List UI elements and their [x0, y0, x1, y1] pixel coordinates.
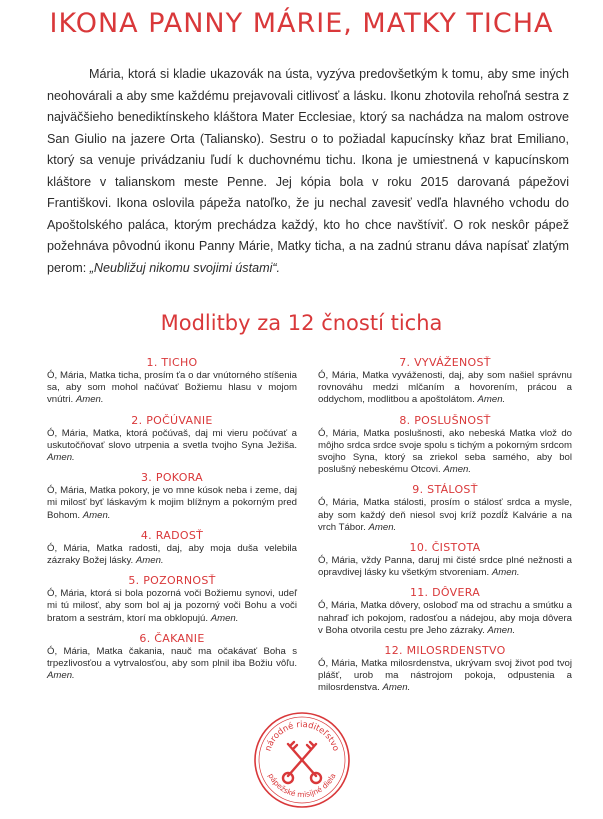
virtue-prayer-text: Ó, Mária, Matka vyváženosti, daj, aby som našiel správnu rovnováhu medzi mlčaním a hovorením, prácou a oddychom, modlitbou a apoštolátom.	[318, 370, 572, 406]
virtue-title: 2. POČÚVANIE	[131, 413, 213, 427]
virtue-prayer	[318, 497, 572, 534]
virtue-prayer	[318, 658, 572, 695]
virtue-prayer-text: Ó, Mária, Matka poslušnosti, ako nebeská Matka vlož do môjho srdca srdce svoje spolu s tichým a pokorným srdcom svojho Syna, ktorý sa zriekol seba samého, aby bol poslušný nebeskému Otcovi.	[318, 427, 572, 476]
virtue-title: 3. POKORA	[141, 471, 203, 485]
virtue-item	[47, 356, 297, 407]
virtue-title: 1. TICHO	[146, 356, 198, 369]
virtue-title: 11. DÔVERA	[409, 586, 481, 600]
virtue-amen: Amen.	[382, 682, 411, 694]
virtues-right-column	[318, 356, 572, 702]
virtue-item	[318, 644, 572, 695]
virtue-prayer-text: Ó, Mária, Matka dôvery, osloboď ma od strachu a smútku a nahraď ich pokojom, radosťou a nádejou, aby moja dôvera v Boha otvorila cestu pre Jeho zázraky.	[318, 600, 572, 636]
page-title: IKONA PANNY MÁRIE, MATKY TICHA	[49, 8, 554, 39]
virtue-prayer	[47, 370, 297, 407]
virtue-prayer-text: Ó, Mária, Matka pokory, je vo mne kúsok neba i zeme, daj mi milosť byť láskavým k mojim blížnym a pokorným pred Bohom.	[47, 485, 297, 521]
virtue-item	[318, 541, 572, 579]
virtue-title: 4. RADOSŤ	[140, 528, 204, 542]
virtue-prayer-text: Ó, Mária, Matka ticha, prosím ťa o dar vnútorného stíšenia sa, aby som mohol načúvať Božiemu hlasu v mojom vnútri.	[47, 370, 297, 406]
virtue-prayer-text: Ó, Mária, Matka stálosti, prosím o stálosť srdca a mysle, aby som každý deň niesol svoj kríž pozdĺž Kalvárie a na vrch Tábor.	[318, 497, 572, 533]
crossed-keys-icon	[283, 742, 321, 783]
virtue-amen: Amen.	[75, 394, 104, 406]
virtue-prayer-text: Ó, Mária, Matka radosti, daj, aby moja duša velebila zázraky Božej lásky.	[47, 542, 297, 567]
virtue-prayer-text: Ó, Mária, vždy Panna, daruj mi čisté srdce plné nežnosti a opravdivej lásky ku všetkým stvoreniam.	[318, 555, 572, 579]
virtue-title: 6. ČAKANIE	[139, 631, 205, 645]
virtue-item	[47, 632, 297, 683]
virtue-amen: Amen.	[47, 452, 75, 464]
virtue-item	[47, 574, 297, 625]
virtue-amen: Amen.	[368, 521, 397, 533]
virtue-prayer	[318, 600, 572, 637]
virtue-prayer	[318, 370, 572, 407]
virtue-prayer-text: Ó, Mária, ktorá si bola pozorná voči Božiemu synovi, udeľ mi tú milosť, aby som bol aj ja pozorný voči Bohu a voči bratom a sestrám, ktorí ma obklopujú.	[47, 588, 297, 624]
virtue-item	[47, 414, 297, 465]
virtue-title: 5. POZORNOSŤ	[128, 574, 216, 588]
virtue-prayer	[47, 646, 297, 683]
virtue-item	[318, 414, 572, 477]
virtue-title: 8. POSLUŠNOSŤ	[399, 413, 491, 427]
virtue-prayer-text: Ó, Mária, Matka milosrdenstva, ukrývam svoj život pod tvoj plášť, urob ma nástrojom pokoja, odpustenia a milosrdenstva.	[318, 658, 572, 694]
intro-text: Mária, ktorá si kladie ukazovák na ústa, vyzýva predovšetkým k tomu, aby sme iných neohovárali a aby sme každému prejavovali citlivosť a lásku. Ikonu zhotovila rehoľná sestra z najväčšieho benediktínskeho kláštora Mater Ecclesiae, ktorý sa nachádza na malom ostrove San Giulio na jazere Orta (Taliansko). Sestru o to požiadal kapucínsky kňaz brat Emiliano, ktorý sa venuje privádzaniu ľudí k duchovnému tichu. Ikona je umiestnená v kapucínskom kláštore v talianskom meste Penne. Jej kópia bola v roku 2015 darovaná pápežovi Františkovi. Ikona oslovila pápeža natoľko, že ju nechal zavesiť vedľa hlavného vchodu do Apoštolského paláca, ktorým prechádza každý, kto ho chce navštíviť. O rok neskôr pápež požehnáva pôvodnú ikonu Panny Márie, Matky ticha, a na zadnú stranu dáva napísať zlatým perom:	[47, 67, 569, 275]
virtue-title: 9. STÁLOSŤ	[412, 483, 478, 497]
virtue-prayer	[47, 543, 297, 567]
virtue-item	[47, 471, 297, 522]
virtue-prayer	[47, 588, 297, 625]
intro-paragraph	[47, 64, 569, 279]
virtue-amen: Amen.	[135, 555, 164, 567]
virtue-prayer	[47, 428, 297, 465]
virtue-prayer	[318, 428, 572, 477]
virtue-prayer-text: Ó, Mária, Matka čakania, nauč ma očakávať Boha s trpezlivosťou a vytrvalosťou, aby som plnil iba Božiu vôľu.	[47, 645, 297, 670]
virtue-amen: Amen.	[47, 670, 75, 682]
seal-stamp	[252, 710, 352, 810]
virtue-prayer-text: Ó, Mária, Matka, ktorá počúvaš, daj mi vieru počúvať a uskutočňovať slovo utrpenia a svetla tvojho Syna Ježiša.	[47, 427, 297, 451]
virtue-amen: Amen.	[82, 509, 111, 521]
virtue-prayer	[47, 485, 297, 522]
virtue-amen: Amen.	[491, 567, 520, 579]
intro-quote: „Neubližuj nikomu svojimi ústami“.	[89, 260, 281, 275]
virtue-amen: Amen.	[487, 624, 516, 636]
virtue-item	[318, 586, 572, 637]
virtue-item	[318, 483, 572, 534]
virtue-title: 10. ČISTOTA	[409, 541, 481, 555]
virtue-title: 7. VYVÁŽENOSŤ	[399, 356, 491, 369]
virtue-title: 12. MILOSRDENSTVO	[384, 644, 506, 658]
seal-bottom-text: pápežské misijné diela	[266, 771, 338, 800]
prayers-subtitle: Modlitby za 12 čností ticha	[160, 311, 443, 335]
seal-top-text: národné riaditeľstvo	[263, 719, 341, 753]
virtue-item	[318, 356, 572, 407]
virtues-left-column	[47, 356, 297, 689]
virtue-amen: Amen.	[443, 464, 472, 476]
virtue-prayer	[318, 555, 572, 579]
virtue-amen: Amen.	[477, 394, 506, 406]
virtue-item	[47, 529, 297, 567]
virtue-amen: Amen.	[210, 612, 239, 624]
